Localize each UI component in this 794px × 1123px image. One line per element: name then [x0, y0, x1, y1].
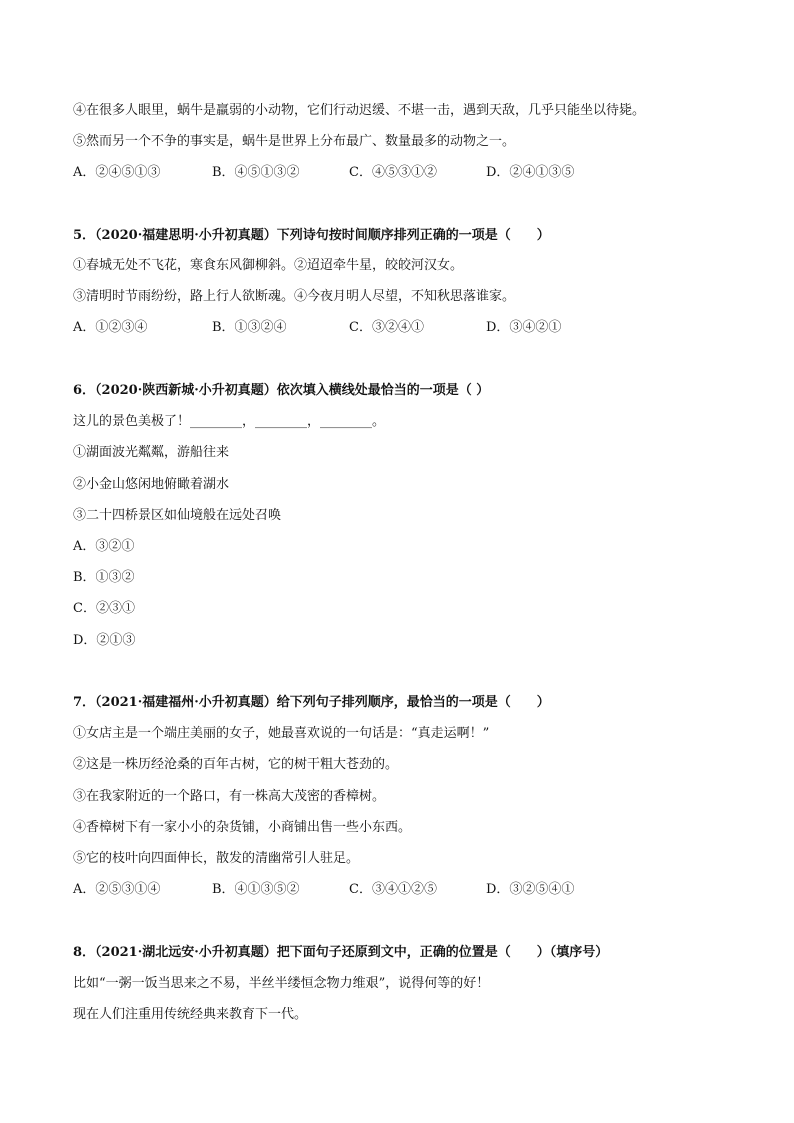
question-7-options — [73, 881, 713, 899]
option-b[interactable]: B．①③② — [73, 570, 135, 585]
question-6-item-2: ②小金山悠闲地俯瞰着湖水 — [73, 477, 230, 492]
question-8-title: 8．（2021·湖北远安·小升初真题）把下面句子还原到文中，正确的位置是（ ）（填序号） — [73, 945, 609, 960]
question-7-sentence-2: ②这是一株历经沧桑的百年古树，它的树干粗大苍劲的。 — [73, 757, 399, 772]
question-5-line-1: ①春城无处不飞花，寒食东风御柳斜。②迢迢牵牛星，皎皎河汉女。 — [73, 258, 464, 273]
option-c[interactable]: C．②③① — [73, 601, 135, 616]
option-d[interactable]: D．③②⑤④① — [486, 882, 575, 897]
option-d[interactable]: D．②①③ — [73, 633, 136, 648]
question-7-sentence-4: ④香樟树下有一家小小的杂货铺，小商铺出售一些小东西。 — [73, 820, 412, 835]
question-7-title: 7．（2021·福建福州·小升初真题）给下列句子排列顺序，最恰当的一项是（ ） — [73, 695, 550, 710]
question-7-sentence-5: ⑤它的枝叶向四面伸长，散发的清幽常引人驻足。 — [73, 851, 360, 866]
option-c[interactable]: C．④⑤③①② — [349, 165, 437, 180]
question-5-options — [73, 319, 713, 337]
option-a[interactable]: A．②⑤③①④ — [73, 882, 161, 897]
option-a[interactable]: A．①②③④ — [73, 320, 148, 335]
option-d[interactable]: D．③④②① — [486, 320, 562, 335]
question-5-line-2: ③清明时节雨纷纷，路上行人欲断魂。④今夜月明人尽望，不知秋思落谁家。 — [73, 289, 516, 304]
options-row — [73, 164, 713, 182]
option-a[interactable]: A．③②① — [73, 539, 135, 554]
question-5-title: 5．（2020·福建思明·小升初真题）下列诗句按时间顺序排列正确的一项是（ ） — [73, 228, 550, 243]
option-b[interactable]: B．④⑤①③② — [212, 165, 300, 180]
option-d[interactable]: D．②④①③⑤ — [486, 165, 575, 180]
option-b[interactable]: B．①③②④ — [212, 320, 287, 335]
question-6-item-1: ①湖面波光粼粼，游船往来 — [73, 445, 230, 460]
question-6-item-3: ③二十四桥景区如仙境般在远处召唤 — [73, 508, 282, 523]
option-b[interactable]: B．④①③⑤② — [212, 882, 300, 897]
option-c[interactable]: C．③②④① — [349, 320, 424, 335]
question-6-stem: 这儿的景色美极了！________，________，________。 — [73, 414, 386, 429]
option-a[interactable]: A．②④⑤①③ — [73, 165, 161, 180]
question-8-sentence: 比如“一粥一饭当思来之不易，半丝半缕恒念物力维艰”，说得何等的好！ — [73, 976, 490, 991]
option-c[interactable]: C．③④①②⑤ — [349, 882, 437, 897]
question-8-context: 现在人们注重用传统经典来教育下一代。 — [73, 1007, 308, 1022]
question-7-sentence-1: ①女店主是一个端庄美丽的女子，她最喜欢说的一句话是：“真走运啊！” — [73, 726, 490, 741]
sentence-5: ⑤然而另一个不争的事实是，蜗牛是世界上分布最广、数量最多的动物之一。 — [73, 134, 516, 149]
sentence-4: ④在很多人眼里，蜗牛是羸弱的小动物，它们行动迟缓、不堪一击，遇到天敌，几乎只能坐以待毙。 — [73, 103, 646, 118]
question-7-sentence-3: ③在我家附近的一个路口，有一株高大茂密的香樟树。 — [73, 789, 386, 804]
question-6-title: 6．（2020·陕西新城·小升初真题）依次填入横线处最恰当的一项是（ ） — [73, 383, 490, 398]
